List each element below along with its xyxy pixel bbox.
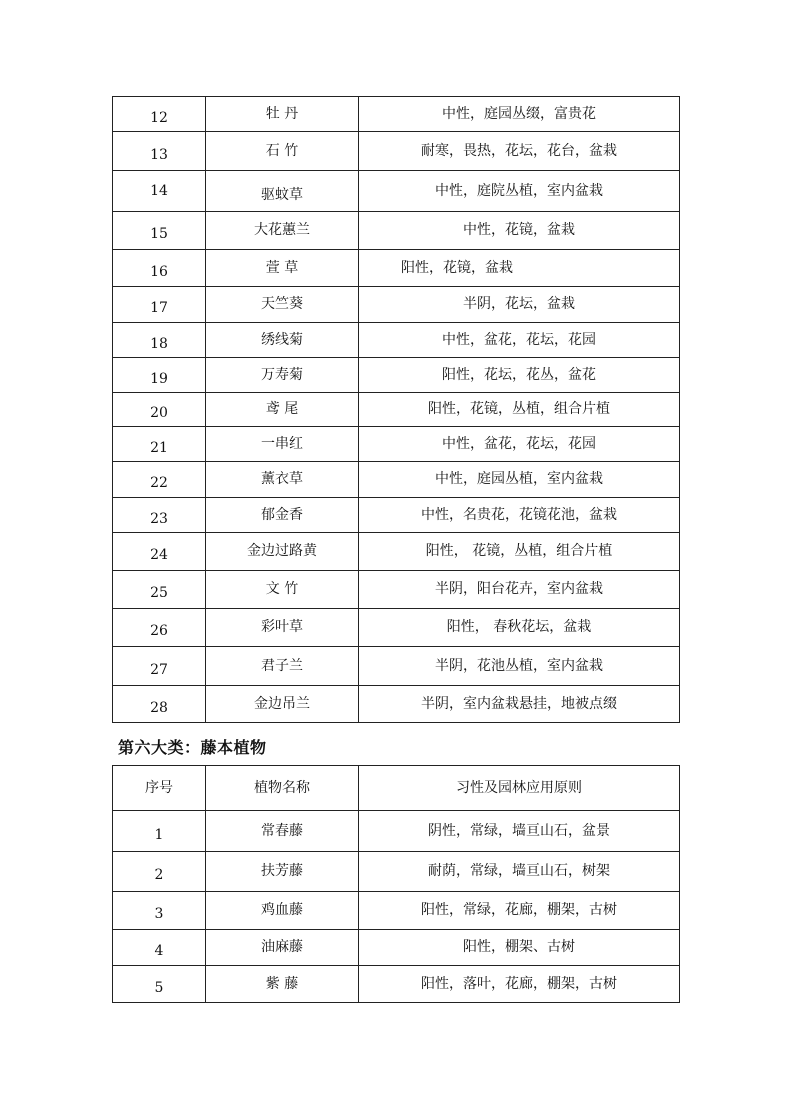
plant-usage: 阳性，棚架、古树 <box>359 930 680 966</box>
row-number: 12 <box>113 97 206 132</box>
plant-name: 万寿菊 <box>206 358 359 393</box>
table-row <box>113 212 680 250</box>
plant-name: 鸢 尾 <box>206 393 359 427</box>
plant-name: 金边过路黄 <box>206 533 359 571</box>
table-row <box>113 287 680 323</box>
row-number: 21 <box>113 427 206 462</box>
plant-usage: 中性，盆花，花坛，花园 <box>359 323 680 358</box>
plant-name: 石 竹 <box>206 132 359 171</box>
table-row <box>113 647 680 686</box>
table-row <box>113 811 680 852</box>
table-row <box>113 393 680 427</box>
row-number: 19 <box>113 358 206 393</box>
table-row <box>113 852 680 892</box>
row-number: 17 <box>113 287 206 323</box>
table-header-row <box>113 766 680 811</box>
row-number: 15 <box>113 212 206 250</box>
plant-name: 紫 藤 <box>206 966 359 1003</box>
plant-name: 绣线菊 <box>206 323 359 358</box>
table-row <box>113 892 680 930</box>
table-row <box>113 533 680 571</box>
plant-usage: 阳性，落叶，花廊，棚架，古树 <box>359 966 680 1003</box>
plant-usage: 阴性，常绿，墙亘山石，盆景 <box>359 811 680 852</box>
plant-usage: 半阴，室内盆栽悬挂，地被点缀 <box>359 686 680 723</box>
plant-name: 油麻藤 <box>206 930 359 966</box>
row-number: 4 <box>113 930 206 966</box>
row-number: 25 <box>113 571 206 609</box>
plant-name: 天竺葵 <box>206 287 359 323</box>
header-usage: 习性及园林应用原则 <box>359 766 680 811</box>
plant-usage: 半阴，阳台花卉，室内盆栽 <box>359 571 680 609</box>
plant-usage: 中性，花镜，盆栽 <box>359 212 680 250</box>
table-row <box>113 358 680 393</box>
table-row <box>113 966 680 1003</box>
header-number: 序号 <box>113 766 206 811</box>
plant-usage: 耐寒，畏热，花坛，花台，盆栽 <box>359 132 680 171</box>
table-row <box>113 930 680 966</box>
row-number: 28 <box>113 686 206 723</box>
plant-name: 彩叶草 <box>206 609 359 647</box>
plant-usage: 中性，名贵花，花镜花池，盆栽 <box>359 498 680 533</box>
table-row <box>113 427 680 462</box>
plant-usage: 半阴，花坛，盆栽 <box>359 287 680 323</box>
row-number: 18 <box>113 323 206 358</box>
plant-usage: 半阴，花池丛植，室内盆栽 <box>359 647 680 686</box>
row-number: 27 <box>113 647 206 686</box>
row-number: 2 <box>113 852 206 892</box>
table-row <box>113 571 680 609</box>
table-row <box>113 498 680 533</box>
plant-usage: 阳性，花镜，盆栽 <box>359 250 680 287</box>
plant-name: 薰衣草 <box>206 462 359 498</box>
row-number: 5 <box>113 966 206 1003</box>
plant-usage: 中性，盆花，花坛，花园 <box>359 427 680 462</box>
plant-usage: 中性，庭园丛缀，富贵花 <box>359 97 680 132</box>
plant-name: 驱蚊草 <box>206 171 359 212</box>
plant-usage: 中性，庭院丛植，室内盆栽 <box>359 171 680 212</box>
plant-name: 常春藤 <box>206 811 359 852</box>
table-row <box>113 97 680 132</box>
plant-name: 一串红 <box>206 427 359 462</box>
row-number: 16 <box>113 250 206 287</box>
table-row <box>113 132 680 171</box>
plant-name: 金边吊兰 <box>206 686 359 723</box>
table-row <box>113 171 680 212</box>
table-row <box>113 686 680 723</box>
plant-name: 大花蕙兰 <box>206 212 359 250</box>
plant-table-continued <box>112 96 680 723</box>
plant-usage: 耐荫，常绿，墙亘山石，树架 <box>359 852 680 892</box>
table-row <box>113 462 680 498</box>
plant-name: 萱 草 <box>206 250 359 287</box>
row-number: 20 <box>113 393 206 427</box>
plant-name: 扶芳藤 <box>206 852 359 892</box>
plant-usage: 中性，庭园丛植，室内盆栽 <box>359 462 680 498</box>
row-number: 1 <box>113 811 206 852</box>
plant-usage: 阳性， 花镜，丛植，组合片植 <box>359 533 680 571</box>
table-row <box>113 323 680 358</box>
vine-plant-table <box>112 765 680 1003</box>
plant-name: 鸡血藤 <box>206 892 359 930</box>
plant-name: 郁金香 <box>206 498 359 533</box>
plant-name: 文 竹 <box>206 571 359 609</box>
row-number: 22 <box>113 462 206 498</box>
header-plant-name: 植物名称 <box>206 766 359 811</box>
plant-usage: 阳性，花镜，丛植，组合片植 <box>359 393 680 427</box>
row-number: 26 <box>113 609 206 647</box>
table-row <box>113 250 680 287</box>
table-row <box>113 609 680 647</box>
row-number: 3 <box>113 892 206 930</box>
section-heading: 第六大类：藤本植物 <box>118 738 267 757</box>
row-number: 14 <box>113 171 206 212</box>
plant-name: 君子兰 <box>206 647 359 686</box>
plant-usage: 阳性，常绿，花廊，棚架，古树 <box>359 892 680 930</box>
plant-name: 牡 丹 <box>206 97 359 132</box>
row-number: 24 <box>113 533 206 571</box>
plant-usage: 阳性，花坛，花丛，盆花 <box>359 358 680 393</box>
row-number: 23 <box>113 498 206 533</box>
plant-usage: 阳性， 春秋花坛，盆栽 <box>359 609 680 647</box>
row-number: 13 <box>113 132 206 171</box>
